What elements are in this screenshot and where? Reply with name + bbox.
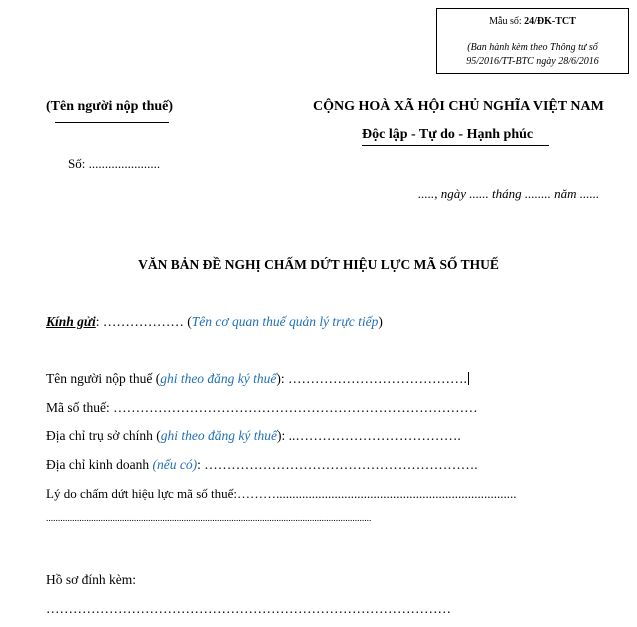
termination-reason-continuation[interactable]: ......................................................................................................................................... — [46, 514, 372, 524]
form-code — [437, 16, 628, 27]
recipient-label: Kính gửi — [46, 314, 96, 329]
hq-field-note: ghi theo đăng ký thuế — [160, 428, 277, 443]
termination-reason-field[interactable]: Lý do chấm dứt hiệu lực mã số thuế:……….......................................................................... — [46, 486, 517, 501]
form-issuance-note — [437, 41, 628, 69]
headquarters-address-field[interactable] — [46, 428, 461, 444]
form-note-line-2: 95/2016/TT-BTC ngày 28/6/2016 — [466, 56, 599, 67]
business-field-label: Địa chỉ kinh doanh — [46, 457, 153, 472]
tax-code-field[interactable]: Mã số thuế: ……………………………………………………………………… — [46, 400, 478, 415]
attachments-field[interactable]: ……………………………………………………………………………… — [46, 601, 451, 616]
business-field-dots: : ……………………………………………………. — [197, 457, 478, 472]
form-code-box — [436, 8, 629, 74]
attachments-label: Hồ sơ đính kèm: — [46, 572, 137, 587]
recipient-dots: : ……………… ( — [95, 314, 192, 329]
hq-field-label: Địa chỉ trụ sở chính ( — [46, 428, 161, 443]
taxpayer-field-label: Tên người nộp thuế ( — [46, 371, 161, 386]
form-code-value: 24/ĐK-TCT — [524, 16, 576, 27]
recipient-note: Tên cơ quan thuế quản lý trực tiếp — [191, 314, 379, 329]
national-motto: Độc lập - Tự do - Hạnh phúc — [362, 127, 534, 142]
recipient-close: ) — [378, 314, 383, 329]
taxpayer-underline — [55, 122, 169, 123]
taxpayer-name-field[interactable] — [46, 371, 469, 387]
business-address-field[interactable] — [46, 457, 478, 473]
motto-underline — [362, 145, 549, 146]
taxpayer-field-note: ghi theo đăng ký thuế — [160, 371, 277, 386]
form-code-label: Mẫu số: — [489, 16, 522, 27]
business-field-note: (nếu có) — [152, 457, 198, 472]
document-title: VĂN BẢN ĐỀ NGHỊ CHẤM DỨT HIỆU LỰC MÃ SỐ THUẾ — [138, 257, 499, 272]
taxpayer-name-header: (Tên người nộp thuế) — [46, 99, 174, 114]
text-cursor — [468, 372, 469, 385]
recipient-line — [46, 314, 383, 330]
form-note-line-1: (Ban hành kèm theo Thông tư số — [467, 42, 598, 53]
country-name: CỘNG HOÀ XÃ HỘI CHỦ NGHĨA VIỆT NAM — [313, 99, 604, 114]
taxpayer-field-dots: ): …………………………………. — [276, 371, 467, 386]
document-number: Số: ...................... — [68, 156, 161, 171]
hq-field-dots: ): ..………………………………. — [276, 428, 461, 443]
document-date: ....., ngày ...... tháng ........ năm ...... — [418, 186, 600, 201]
